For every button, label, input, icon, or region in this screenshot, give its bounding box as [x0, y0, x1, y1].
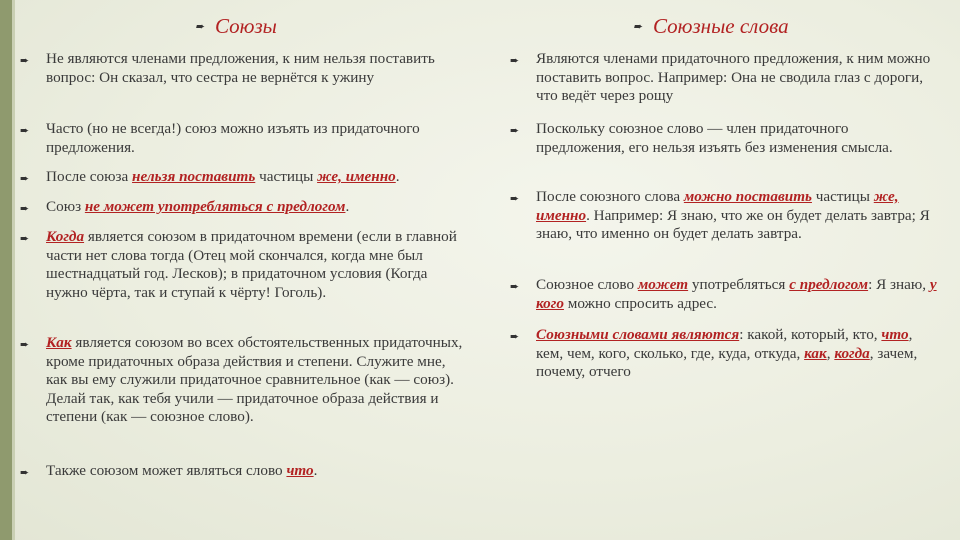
list-item: ➨ После союза нельзя поставить частицы же, именно. [20, 168, 400, 189]
arrow-bullet-icon: ➨ [20, 467, 30, 479]
right-heading [633, 14, 789, 39]
arrow-bullet-icon: ➨ [510, 331, 520, 343]
arrow-bullet-icon: ➨ [20, 233, 30, 245]
arrow-bullet-icon: ➨ [20, 173, 30, 185]
arrow-bullet-icon: ➨ [20, 339, 30, 351]
list-item: ➨ Не являются членами предложения, к ним нельзя поставить вопрос: Он сказал, что сестра не вернётся к ужину [20, 50, 435, 86]
list-item: ➨ Когда является союзом в придаточном времени (если в главной части нет слова тогда (Отец мой скончался, когда мне был шестнадцатый год. Лесков); в придаточном условия (Когда нужно чёрта, так и ступай к чёрту! Гоголь). [20, 228, 457, 301]
right-heading-text: Союзные слова [653, 14, 789, 38]
arrow-bullet-icon: ➨ [510, 55, 520, 67]
list-item: ➨ Союз не может употребляться с предлогом. [20, 198, 349, 219]
list-item: ➨ Часто (но не всегда!) союз можно изъять из придаточного предложения. [20, 120, 420, 156]
arrow-bullet-icon: ➨ [633, 21, 643, 33]
left-heading [195, 14, 277, 39]
left-accent-bar [0, 0, 12, 540]
list-item: ➨ Как является союзом во всех обстоятельственных придаточных, кроме придаточных образа действия и степени. Служите мне, как вы ему служили придаточное сравнительное (как — союз). Делай так, как тебя учили — придаточное образа действия и степени (как — союзное слово). [20, 334, 463, 425]
arrow-bullet-icon: ➨ [20, 55, 30, 67]
list-item: ➨ Также союзом может являться слово что. [20, 462, 317, 483]
left-heading-text: Союзы [215, 14, 277, 38]
arrow-bullet-icon: ➨ [195, 21, 205, 33]
list-item: ➨ Союзными словами являются: какой, который, кто, что, кем, чем, кого, сколько, где, куда, откуда, как, когда, зачем, почему, отчего [510, 326, 918, 380]
arrow-bullet-icon: ➨ [510, 193, 520, 205]
list-item: ➨ После союзного слова можно поставить частицы же, именно. Например: Я знаю, что же он будет делать завтра; Я знаю, что именно он будет делать завтра. [510, 188, 930, 242]
list-item: ➨ Поскольку союзное слово — член придаточного предложения, его нельзя изъять без изменения смысла. [510, 120, 893, 156]
list-item: ➨ Являются членами придаточного предложения, к ним можно поставить вопрос. Например: Она не сводила глаз с дороги, что ведёт через рощу [510, 50, 931, 104]
arrow-bullet-icon: ➨ [510, 125, 520, 137]
arrow-bullet-icon: ➨ [510, 281, 520, 293]
arrow-bullet-icon: ➨ [20, 125, 30, 137]
list-item: ➨ Союзное слово может употребляться с предлогом: Я знаю, у кого можно спросить адрес. [510, 276, 937, 312]
arrow-bullet-icon: ➨ [20, 203, 30, 215]
